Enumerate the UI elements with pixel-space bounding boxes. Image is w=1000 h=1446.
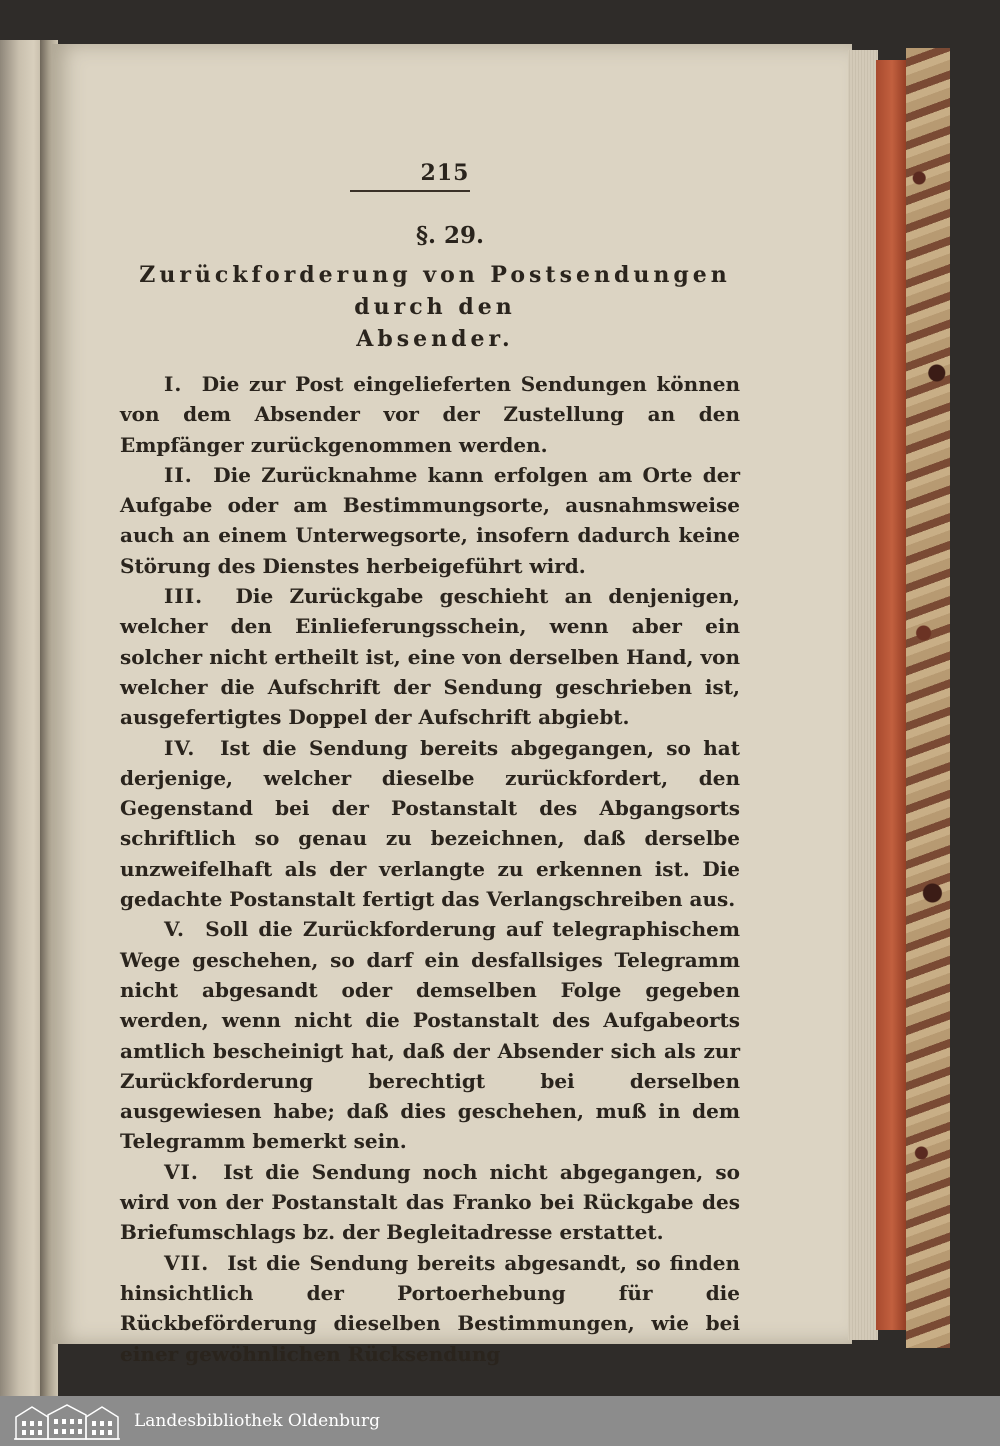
paragraph-3 — [120, 581, 740, 732]
paragraph-4 — [120, 733, 740, 915]
paragraph-number: IV. — [164, 735, 196, 760]
paragraph-5 — [120, 914, 740, 1156]
paragraph-number: II. — [164, 462, 193, 487]
library-name: Landesbibliothek Oldenburg — [134, 1411, 381, 1431]
paragraph-text: Die Zurückgabe geschieht an denjenigen, welcher den Einlieferungsschein, wenn aber ein solcher nicht ertheilt ist, eine von derselben Hand, von welcher die Aufschrift der Sendung geschrieben ist, ausgefertigtes Doppel der Aufschrift abgiebt. — [120, 584, 740, 730]
paragraph-text: Ist die Sendung bereits abgegangen, so hat derjenige, welcher dieselbe zurückfordert, den Gegenstand bei der Postanstalt des Abgangsorts schriftlich so genau zu bezeichnen, daß derselbe unzweifelhaft als der verlangte zu erkennen ist. Die gedachte Postanstalt fertigt das Verlangschreiben aus. — [120, 735, 740, 912]
paragraph-number: V. — [164, 917, 185, 942]
page-number: 215 — [420, 160, 470, 186]
red-page-edge — [876, 60, 908, 1330]
paragraph-text: Ist die Sendung bereits abgesandt, so finden hinsichtlich der Portoerhebung für die Rückbeförderung dieselben Bestimmungen, wie bei einer gewöhnlichen Rücksendung — [120, 1250, 740, 1366]
page-content — [120, 160, 740, 1369]
paragraph-2 — [120, 460, 740, 581]
section-title — [130, 259, 740, 355]
library-footer — [0, 1396, 1000, 1446]
section-title-line-1: Zurückforderung von Postsendungen durch den — [139, 262, 731, 320]
paragraph-text: Soll die Zurückforderung auf telegraphischem Wege geschehen, so darf ein desfallsiges Telegramm nicht abgesandt oder demselben Folge gegeben werden, wenn nicht die Postanstalt des Aufgabeorts amtlich bescheinigt hat, daß der Absender sich als zur Zurückforderung berechtigt bei derselben ausgewiesen habe; daß dies geschehen, muß in dem Telegramm bemerkt sein. — [120, 917, 740, 1154]
paragraph-text: Die Zurücknahme kann erfolgen am Orte der Aufgabe oder am Bestimmungsorte, ausnahmsweise auch an einem Unterwegsorte, insofern dadurch keine Störung des Dienstes herbeigeführt wird. — [120, 462, 740, 578]
paragraph-text: Die zur Post eingelieferten Sendungen können von dem Absender vor der Zustellung an den Empfänger zurückgenommen werden. — [120, 372, 740, 457]
page-number-rule — [350, 190, 470, 192]
paragraph-number: III. — [164, 584, 204, 609]
library-building-logo-icon — [12, 1401, 122, 1441]
page-edges — [848, 50, 878, 1340]
paragraph-number: VII. — [164, 1250, 210, 1275]
paragraph-1 — [120, 369, 740, 460]
paragraph-7 — [120, 1248, 740, 1369]
section-number: §. 29. — [415, 222, 485, 249]
paragraph-number: VI. — [164, 1159, 199, 1184]
paragraph-number: I. — [164, 372, 183, 396]
marbled-cover — [906, 48, 950, 1348]
paragraph-6 — [120, 1157, 740, 1248]
paragraph-text: Ist die Sendung noch nicht abgegangen, so wird von der Postanstalt das Franko bei Rückgabe des Briefumschlags bz. der Begleitadresse erstattet. — [120, 1159, 740, 1245]
section-title-line-2: Absender. — [356, 326, 514, 352]
